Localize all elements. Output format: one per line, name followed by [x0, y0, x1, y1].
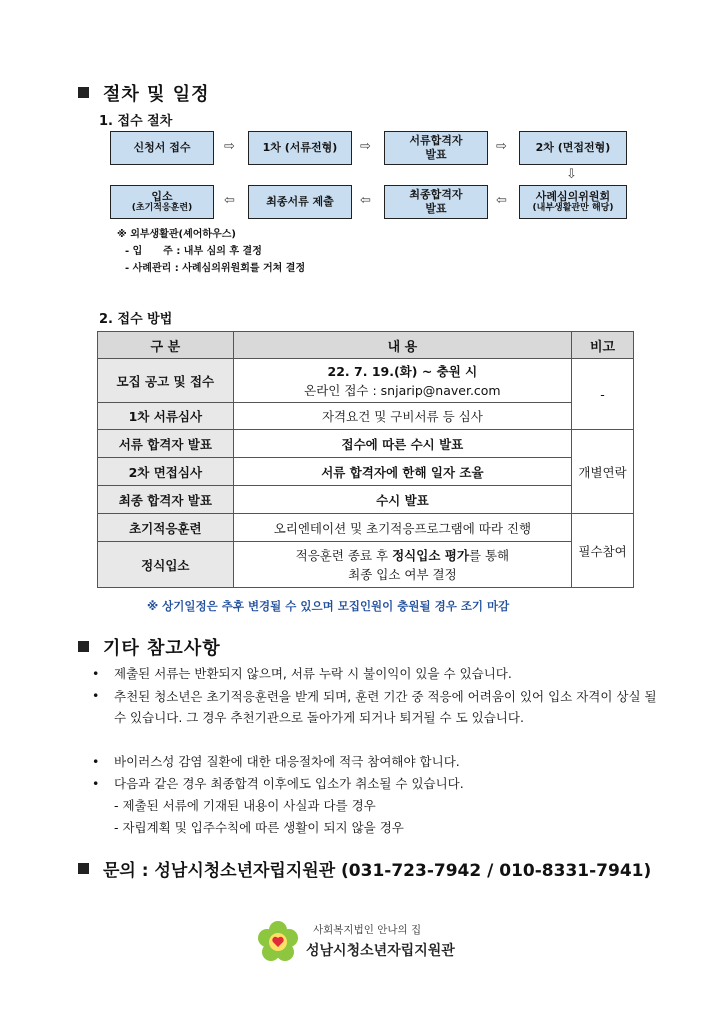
table-row: 초기적응훈련 오리엔테이션 및 초기적응프로그램에 따라 진행 필수참여: [98, 514, 634, 542]
schedule-footnote: ※ 상기일정은 추후 변경될 수 있으며 모집인원이 충원될 경우 조기 마감: [147, 599, 510, 613]
square-bullet-icon: [78, 641, 89, 652]
table-row: 정식입소 적응훈련 종료 후 정식입소 평가를 통해 최종 입소 여부 결정: [98, 542, 634, 588]
bullet-icon: •: [92, 688, 100, 703]
bullet-icon: •: [92, 666, 100, 681]
arrow-left-icon: ⇦: [224, 193, 235, 208]
subsection-title-procedure: 1. 접수 절차: [99, 114, 173, 129]
flow-step-interview: 2차 (면접전형): [519, 131, 627, 165]
table-row: 모집 공고 및 접수 22. 7. 19.(화) ~ 충원 시 온라인 접수 : snjarip@naver.com -: [98, 359, 634, 403]
arrow-down-icon: ⇩: [566, 167, 577, 182]
square-bullet-icon: [78, 863, 89, 874]
section-title-procedure: 절차 및 일정: [78, 80, 209, 106]
section-title-notes: 기타 참고사항: [78, 634, 221, 660]
bullet-icon: •: [92, 776, 100, 791]
flow-step-admission: 입소 (초기적응훈련): [110, 185, 214, 219]
table-row: 최종 합격자 발표 수시 발표: [98, 486, 634, 514]
list-subitem: - 자립계획 및 입주수칙에 따른 생활이 되지 않을 경우: [114, 820, 404, 835]
flow-step-doc-result: 서류합격자 발표: [384, 131, 488, 165]
table-header-content: 내 용: [233, 332, 571, 359]
logo-org-parent: 사회복지법인 안나의 집: [313, 924, 422, 936]
list-item: • 추천된 청소년은 초기적응훈련을 받게 되며, 훈련 기간 중 적응에 어려움이 있어 입소 자격이 상실 될 수 있습니다. 그 경우 추천기관으로 돌아가게 되거나 퇴거될 수 도 있습니다.: [92, 688, 657, 725]
logo-org-name: 성남시청소년자립지원관: [306, 943, 455, 959]
square-bullet-icon: [78, 87, 89, 98]
table-header-row: [98, 332, 634, 359]
list-item: • 다음과 같은 경우 최종합격 이후에도 입소가 취소될 수 있습니다.: [92, 774, 662, 794]
arrow-right-icon: ⇨: [360, 139, 371, 154]
contact-line: 문의 : 성남시청소년자립지원관 (031-723-7942 / 010-8331-7941): [78, 856, 651, 881]
table-row: 서류 합격자 발표 접수에 따른 수시 발표 개별연락: [98, 430, 634, 458]
list-subitem: - 제출된 서류에 기재된 내용이 사실과 다를 경우: [114, 798, 376, 813]
arrow-left-icon: ⇦: [496, 193, 507, 208]
arrow-right-icon: ⇨: [224, 139, 235, 154]
bullet-icon: •: [92, 754, 100, 769]
flow-step-final-result: 최종합격자 발표: [384, 185, 488, 219]
table-header-remark: 비고: [572, 332, 634, 359]
flow-step-application: 신청서 접수: [110, 131, 214, 165]
table-row: 2차 면접심사 서류 합격자에 한해 일자 조율: [98, 458, 634, 486]
list-item: • 바이러스성 감염 질환에 대한 대응절차에 적극 참여해야 합니다.: [92, 752, 662, 772]
arrow-left-icon: ⇦: [360, 193, 371, 208]
flow-step-case-committee: 사례심의위원회 (내부생활관만 해당): [519, 185, 627, 219]
table-row: 1차 서류심사 자격요건 및 구비서류 등 심사: [98, 403, 634, 430]
subsection-title-method: 2. 접수 방법: [99, 312, 173, 327]
flow-step-document-screening: 1차 (서류전형): [248, 131, 352, 165]
note-external-housing: ※ 외부생활관(셰어하우스) - 입 주 : 내부 심의 후 결정 - 사례관리 : 사례심의위원회를 거쳐 결정: [117, 229, 306, 274]
table-header-category: 구 분: [98, 332, 234, 359]
flower-logo-icon: [256, 920, 300, 964]
list-item: • 제출된 서류는 반환되지 않으며, 서류 누락 시 불이익이 있을 수 있습니다.: [92, 664, 662, 684]
arrow-right-icon: ⇨: [496, 139, 507, 154]
schedule-table: [97, 331, 634, 588]
flow-step-final-documents: 최종서류 제출: [248, 185, 352, 219]
